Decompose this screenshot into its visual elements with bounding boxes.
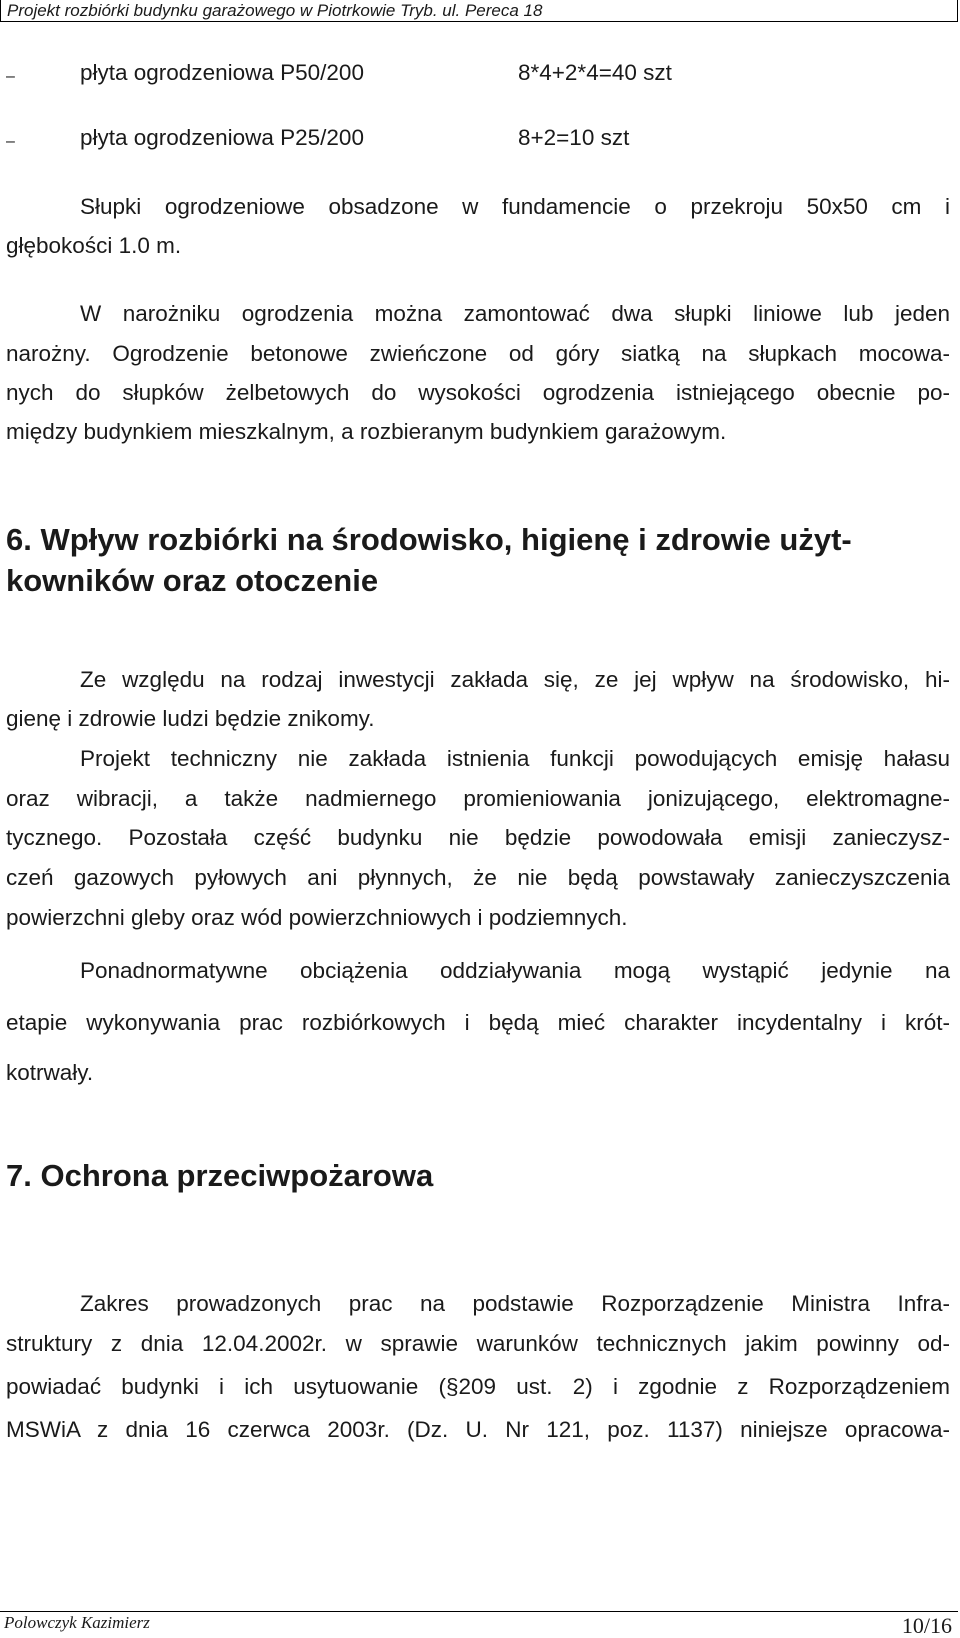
header-title: Projekt rozbiórki budynku garażowego w Piotrkowie Tryb. ul. Pereca 18 xyxy=(7,1,543,20)
paragraph-line: MSWiA z dnia 16 czerwca 2003r. (Dz. U. Nr 121, poz. 1137) niniejsze opracowa- xyxy=(6,1417,950,1442)
section-heading: 6. Wpływ rozbiórki na środowisko, higienę i zdrowie użyt- xyxy=(6,522,852,557)
paragraph-line: Ze względu na rodzaj inwestycji zakłada się, ze jej wpływ na środowisko, hi- xyxy=(80,667,950,692)
section-heading: kowników oraz otoczenie xyxy=(6,563,379,598)
paragraph-line: Słupki ogrodzeniowe obsadzone w fundamencie o przekroju 50x50 cm i xyxy=(80,194,950,219)
paragraph-line: W narożniku ogrodzenia można zamontować dwa słupki liniowe lub jeden xyxy=(80,301,950,326)
paragraph-line: między budynkiem mieszkalnym, a rozbieranym budynkiem garażowym. xyxy=(6,419,727,444)
paragraph-line: oraz wibracji, a także nadmiernego promieniowania jonizującego, elektromagne- xyxy=(6,786,950,811)
list-item-name: płyta ogrodzeniowa P50/200 xyxy=(80,60,364,85)
page-header xyxy=(0,0,958,22)
paragraph-line: etapie wykonywania prac rozbiórkowych i będą mieć charakter incydentalny i krót- xyxy=(6,1010,950,1035)
paragraph-line: powierzchni gleby oraz wód powierzchniowych i podziemnych. xyxy=(6,905,628,930)
list-bullet: – xyxy=(6,68,15,85)
paragraph-line: nych do słupków żelbetowych do wysokości ogrodzenia istniejącego obecnie po- xyxy=(6,380,950,405)
paragraph-line: kotrwały. xyxy=(6,1060,94,1085)
paragraph-line: czeń gazowych pyłowych ani płynnych, że nie będą powstawały zanieczyszczenia xyxy=(6,865,950,890)
paragraph-line: głębokości 1.0 m. xyxy=(6,233,182,258)
paragraph-line: Projekt techniczny nie zakłada istnienia funkcji powodujących emisję hałasu xyxy=(80,746,950,771)
footer-author: Polowczyk Kazimierz xyxy=(4,1613,150,1632)
page-number: 10/16 xyxy=(901,1613,952,1638)
paragraph-line: powiadać budynki i ich usytuowanie (§209 ust. 2) i zgodnie z Rozporządzeniem xyxy=(6,1374,950,1399)
paragraph-line: struktury z dnia 12.04.2002r. w sprawie warunków technicznych jakim powinny od- xyxy=(6,1331,950,1356)
section-heading: 7. Ochrona przeciwpożarowa xyxy=(6,1158,434,1193)
paragraph-line: Zakres prowadzonych prac na podstawie Rozporządzenie Ministra Infra- xyxy=(80,1291,950,1316)
paragraph-line: narożny. Ogrodzenie betonowe zwieńczone od góry siatką na słupkach mocowa- xyxy=(6,341,950,366)
list-item-quantity: 8*4+2*4=40 szt xyxy=(518,60,672,85)
list-item-name: płyta ogrodzeniowa P25/200 xyxy=(80,125,364,150)
list-item-quantity: 8+2=10 szt xyxy=(518,125,630,150)
paragraph-line: tycznego. Pozostała część budynku nie będzie powodowała emisji zanieczysz- xyxy=(6,825,950,850)
paragraph-line: Ponadnormatywne obciążenia oddziaływania mogą wystąpić jedynie na xyxy=(80,958,950,983)
paragraph-line: gienę i zdrowie ludzi będzie znikomy. xyxy=(6,706,375,731)
list-bullet: – xyxy=(6,133,15,150)
